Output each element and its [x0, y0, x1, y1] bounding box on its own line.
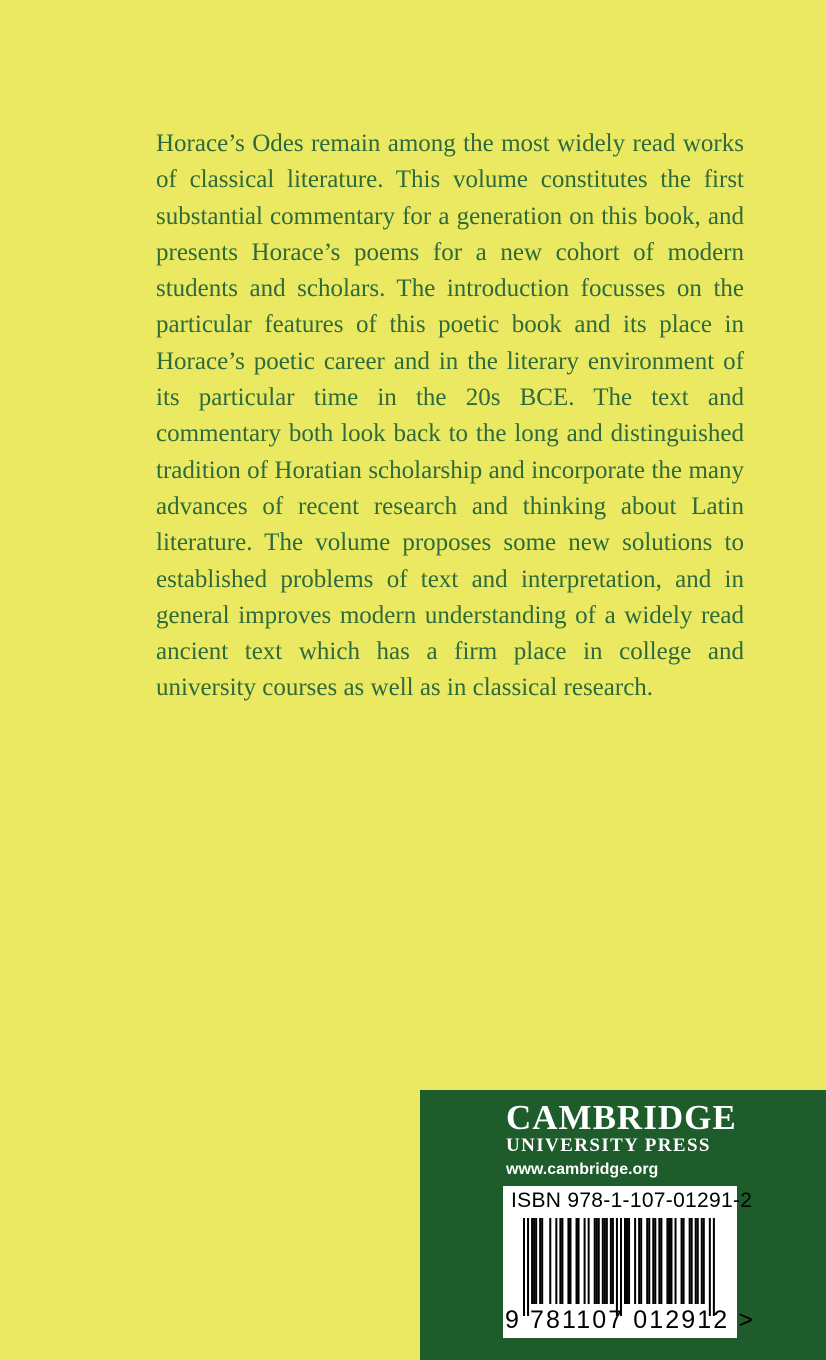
- barcode-bar: [675, 1218, 677, 1304]
- barcode-bar: [620, 1218, 622, 1316]
- barcode-bar: [640, 1218, 642, 1304]
- barcode-bar: [616, 1218, 618, 1316]
- barcode-bar: [713, 1218, 715, 1316]
- barcode-bar: [683, 1218, 685, 1304]
- barcode-bar: [638, 1218, 640, 1304]
- barcode-bar: [578, 1218, 580, 1304]
- barcode-bar: [535, 1218, 537, 1304]
- barcode-bar: [549, 1218, 551, 1304]
- barcode-bar: [602, 1218, 604, 1304]
- barcode-bar: [527, 1218, 529, 1316]
- barcode-bar: [606, 1218, 608, 1304]
- barcode-bar: [660, 1218, 662, 1304]
- barcode-bar: [668, 1218, 670, 1304]
- barcode-bar: [666, 1218, 668, 1304]
- barcode-bar: [598, 1218, 600, 1304]
- barcode-bar: [594, 1218, 596, 1304]
- back-cover-blurb: Horace’s Odes remain among the most widely read works of classical literature. This volume constitutes the first substantial commentary for a generation on this book, and presents Horace’s poems for a new cohort of modern students and scholars. The introduction focusses on the particular features of this poetic book and its place in Horace’s poetic career and in the literary environment of its particular time in the 20s BCE. The text and commentary both look back to the long and distinguished tradition of Horatian scholarship and incorporate the many advances of recent research and thinking about Latin literature. The volume proposes some new solutions to established problems of text and interpretation, and in general improves modern understanding of a widely read ancient text which has a firm place in college and university courses as well as in classical research.: [156, 130, 744, 702]
- barcode-bar: [697, 1218, 699, 1304]
- barcode-bar: [652, 1218, 654, 1304]
- barcode-bar: [541, 1218, 543, 1304]
- publisher-panel: [420, 1090, 826, 1360]
- barcode-bar: [695, 1218, 697, 1304]
- barcode-bar: [658, 1218, 660, 1304]
- barcode-bar: [628, 1218, 630, 1304]
- barcode-bar: [567, 1218, 569, 1304]
- barcode-bar: [701, 1218, 703, 1304]
- barcode-bar: [523, 1218, 525, 1316]
- isbn-label: ISBN 978-1-107-01291-2: [511, 1189, 753, 1212]
- barcode-bar: [555, 1218, 557, 1304]
- barcode-bar: [626, 1218, 628, 1304]
- barcode-bar: [531, 1218, 533, 1304]
- barcode-bar: [559, 1218, 561, 1304]
- barcode-bar: [584, 1218, 586, 1304]
- publisher-subtitle: UNIVERSITY PRESS: [506, 1135, 711, 1156]
- publisher-name: CAMBRIDGE: [506, 1098, 737, 1137]
- barcode-bar: [610, 1218, 612, 1304]
- barcode-bar: [576, 1218, 578, 1304]
- barcode-bar: [691, 1218, 693, 1304]
- barcode-bar: [624, 1218, 626, 1304]
- barcode-bar: [689, 1218, 691, 1304]
- barcode-bar: [654, 1218, 656, 1304]
- barcode-bar: [703, 1218, 705, 1304]
- barcode-bar: [646, 1218, 648, 1304]
- barcode-bar: [533, 1218, 535, 1304]
- barcode-bar: [604, 1218, 606, 1304]
- barcode-bar: [670, 1218, 672, 1304]
- barcode-bar: [539, 1218, 541, 1304]
- barcode-bar: [648, 1218, 650, 1304]
- barcode-bar: [634, 1218, 636, 1304]
- barcode-bar: [709, 1218, 711, 1316]
- barcode-digits: 9 781107 012912 >: [505, 1306, 756, 1334]
- barcode-bar: [588, 1218, 590, 1304]
- barcode-bar: [681, 1218, 683, 1304]
- barcode-bar: [596, 1218, 598, 1304]
- publisher-url: www.cambridge.org: [506, 1161, 659, 1178]
- barcode-bar: [569, 1218, 571, 1304]
- barcode-bar: [561, 1218, 563, 1304]
- isbn-barcode: [503, 1186, 756, 1338]
- barcode-bar: [612, 1218, 614, 1304]
